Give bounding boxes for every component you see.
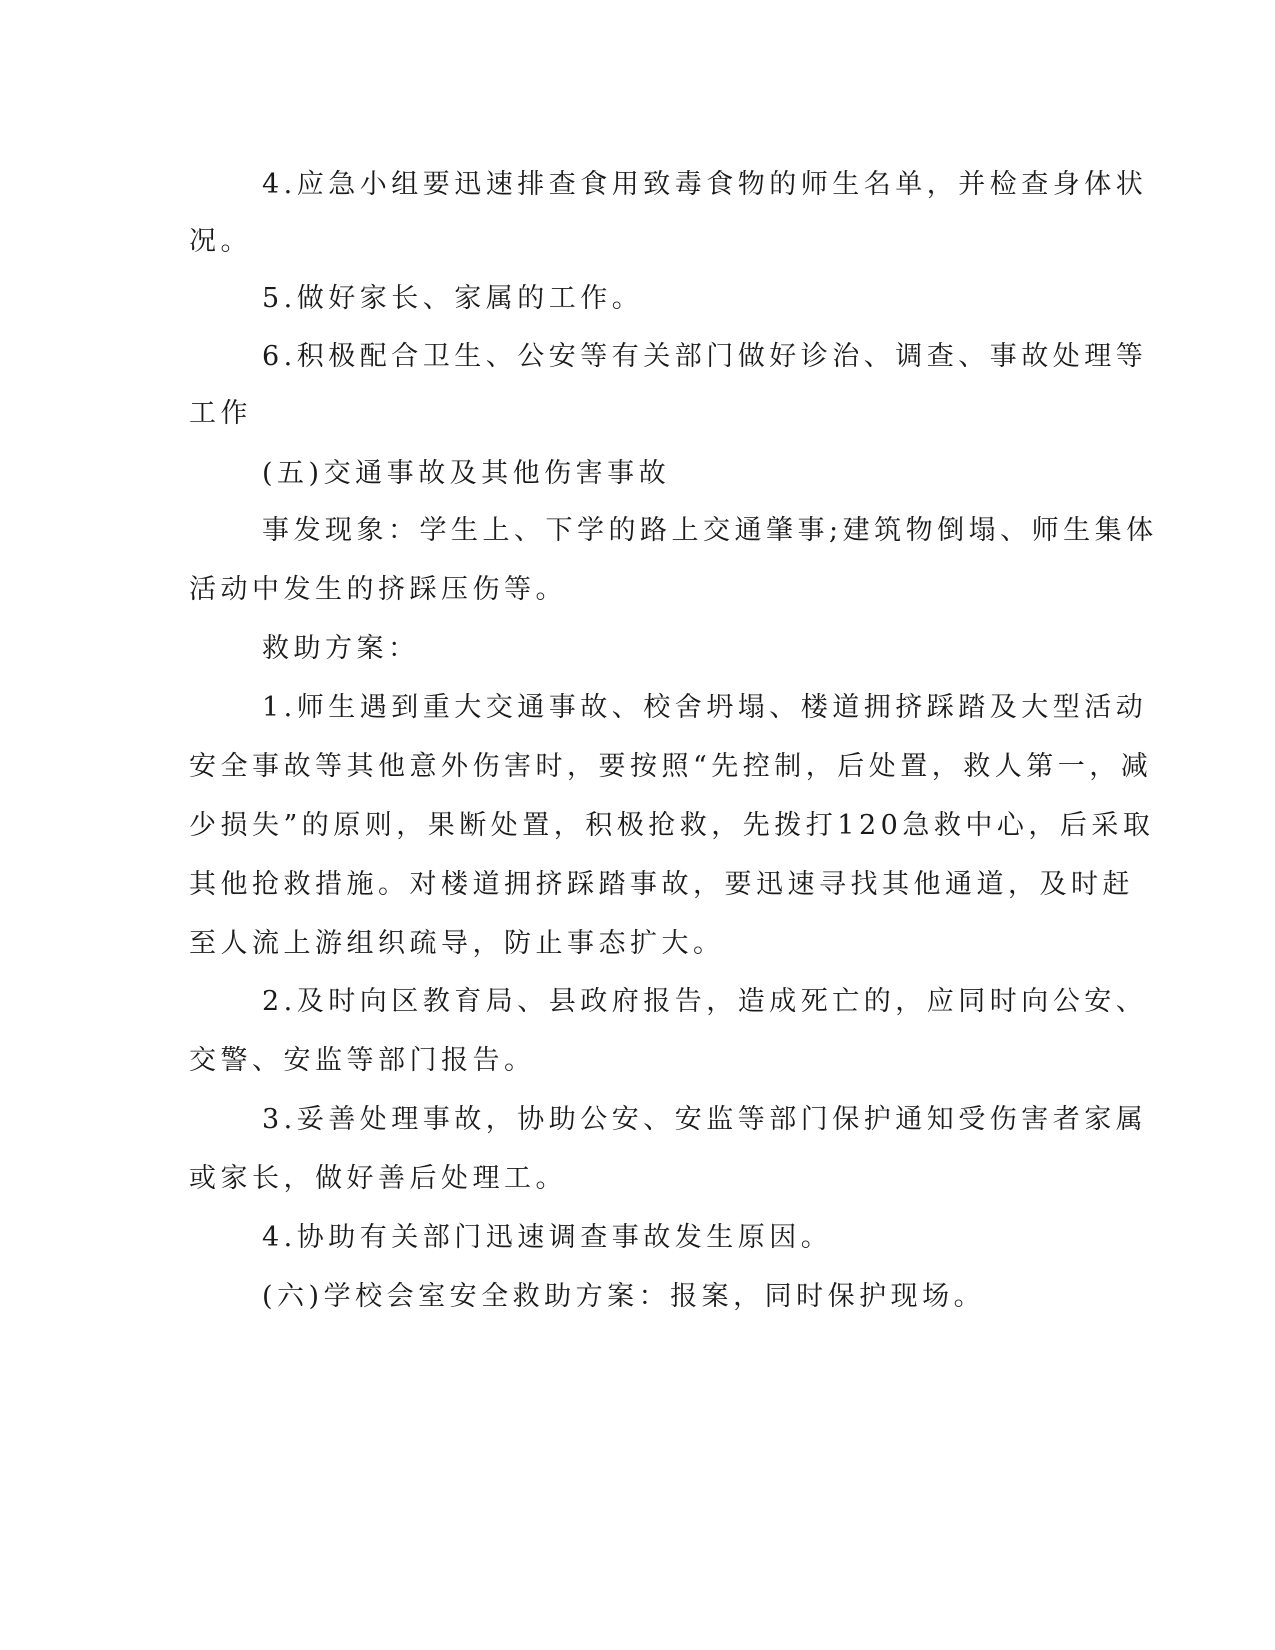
text-line: 工作 xyxy=(189,398,252,429)
text-line: 况。 xyxy=(189,226,252,257)
text-line: 安全事故等其他意外伤害时，要按照“先控制，后处置，救人第一，减 xyxy=(189,751,1153,782)
text-line: 活动中发生的挤踩压伤等。 xyxy=(189,574,567,605)
section-heading: (六)学校会室安全救助方案：报案，同时保护现场。 xyxy=(262,1281,986,1312)
text-line: 1.师生遇到重大交通事故、校舍坍塌、楼道拥挤踩踏及大型活动 xyxy=(262,692,1148,723)
text-line: 6.积极配合卫生、公安等有关部门做好诊治、调查、事故处理等 xyxy=(262,341,1148,372)
text-line: 其他抢救措施。对楼道拥挤踩踏事故，要迅速寻找其他通道，及时赶 xyxy=(189,869,1134,900)
text-line: 救助方案： xyxy=(262,633,420,664)
text-line: 少损失”的原则，果断处置，积极抢救，先拨打120急救中心，后采取 xyxy=(189,810,1155,841)
text-line: 3.妥善处理事故，协助公安、安监等部门保护通知受伤害者家属 xyxy=(262,1104,1148,1135)
text-line: 至人流上游组织疏导，防止事态扩大。 xyxy=(189,928,725,959)
text-line: 交警、安监等部门报告。 xyxy=(189,1045,536,1076)
text-line: 5.做好家长、家属的工作。 xyxy=(262,283,644,314)
text-line: 事发现象：学生上、下学的路上交通肇事;建筑物倒塌、师生集体 xyxy=(262,515,1158,546)
text-line: 或家长，做好善后处理工。 xyxy=(189,1163,567,1194)
text-line: 4.应急小组要迅速排查食用致毒食物的师生名单，并检查身体状 xyxy=(262,169,1148,200)
text-line: 2.及时向区教育局、县政府报告，造成死亡的，应同时向公安、 xyxy=(262,986,1148,1017)
text-line: 4.协助有关部门迅速调查事故发生原因。 xyxy=(262,1222,833,1253)
section-heading: (五)交通事故及其他伤害事故 xyxy=(262,458,671,489)
